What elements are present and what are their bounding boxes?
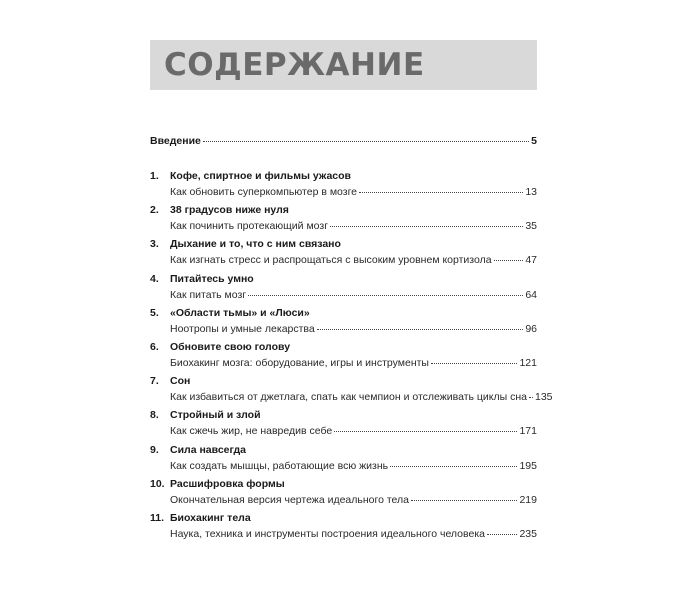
chapter-subtitle: Наука, техника и инструменты построения идеального человека — [170, 528, 485, 540]
leader-dots — [431, 363, 517, 364]
chapter-title-row[interactable] — [150, 512, 537, 525]
chapter-number: 2. — [150, 204, 159, 217]
chapter-subtitle: Ноотропы и умные лекарства — [170, 322, 315, 335]
leader-dots — [330, 226, 523, 227]
chapter-title-row[interactable] — [150, 341, 537, 354]
page-number: 47 — [525, 254, 537, 267]
chapter-subtitle-row[interactable] — [170, 357, 537, 370]
chapter-subtitle-row[interactable] — [170, 391, 553, 404]
leader-dots — [529, 397, 533, 398]
leader-dots — [203, 141, 529, 142]
chapter-number: 10. — [150, 477, 165, 490]
chapter-title: 38 градусов ниже нуля — [170, 204, 289, 217]
heading-banner — [150, 40, 537, 90]
leader-dots — [411, 500, 517, 501]
page-number: 195 — [519, 459, 537, 472]
page-number: 235 — [519, 528, 537, 540]
chapter-subtitle-row[interactable] — [170, 323, 537, 336]
leader-dots — [248, 295, 523, 296]
chapter-subtitle: Как починить протекающий мозг — [170, 220, 329, 233]
chapter-title: Питайтесь умно — [170, 272, 254, 285]
chapter-subtitle-row[interactable] — [170, 289, 537, 302]
chapter-subtitle-row[interactable] — [170, 254, 537, 267]
chapter-number: 6. — [150, 341, 159, 353]
leader-dots — [359, 192, 523, 193]
chapter-title-row[interactable] — [150, 238, 537, 251]
chapter-subtitle-row[interactable] — [170, 220, 537, 233]
chapter-title: Биохакинг тела — [170, 512, 251, 524]
page-number: 35 — [525, 220, 537, 233]
chapter-subtitle: Как создать мышцы, работающие всю жизнь — [170, 459, 389, 472]
chapter-title: Обновите свою голову — [170, 341, 291, 353]
chapter-subtitle-row[interactable] — [170, 528, 537, 541]
leader-dots — [487, 534, 517, 535]
page-number: 171 — [519, 425, 537, 438]
leader-dots — [334, 431, 517, 432]
toc-entry-label: Введение — [150, 135, 201, 147]
page-number: 121 — [519, 357, 537, 369]
chapter-title: Стройный и злой — [170, 409, 261, 422]
chapter-title: Расшифровка формы — [170, 477, 285, 490]
chapter-number: 5. — [150, 306, 159, 319]
chapter-title-row[interactable] — [150, 409, 537, 422]
chapter-subtitle-row[interactable] — [170, 425, 537, 438]
chapter-title-row[interactable] — [150, 273, 537, 286]
chapter-subtitle: Как избавиться от джетлага, спать как чемпион и отслеживать циклы сна — [170, 391, 527, 404]
chapter-title-row[interactable] — [150, 375, 537, 388]
page-number: 5 — [531, 135, 537, 147]
toc-entry-intro[interactable] — [150, 135, 537, 148]
chapter-title: Дыхание и то, что с ним связано — [170, 238, 341, 251]
page-number: 135 — [534, 391, 553, 404]
chapter-number: 7. — [150, 375, 159, 388]
chapter-subtitle: Как обновить суперкомпьютер в мозге — [170, 186, 358, 198]
leader-dots — [317, 329, 524, 330]
page-title: СОДЕРЖАНИЕ — [164, 47, 425, 83]
chapter-title-row[interactable] — [150, 204, 537, 217]
chapter-subtitle: Как питать мозг — [170, 288, 247, 301]
chapter-subtitle-row[interactable] — [170, 494, 537, 507]
chapter-subtitle: Окончательная версия чертежа идеального тела — [170, 493, 409, 506]
chapter-subtitle: Как изгнать стресс и распрощаться с высоким уровнем кортизола — [170, 254, 492, 267]
chapter-number: 3. — [150, 238, 159, 251]
page-number: 219 — [519, 493, 537, 506]
page-number: 96 — [525, 322, 537, 335]
chapter-title: Сон — [170, 375, 191, 388]
chapter-subtitle-row[interactable] — [170, 186, 537, 199]
chapter-number: 11. — [150, 512, 165, 524]
page-number: 13 — [525, 186, 537, 198]
chapter-title-row[interactable] — [150, 478, 537, 491]
chapter-subtitle: Биохакинг мозга: оборудование, игры и инструменты — [170, 357, 429, 369]
leader-dots — [390, 466, 517, 467]
chapter-title: «Области тьмы» и «Люси» — [170, 306, 310, 319]
chapter-subtitle: Как сжечь жир, не навредив себе — [170, 425, 333, 438]
chapter-title-row[interactable] — [150, 444, 537, 457]
chapter-title-row[interactable] — [150, 170, 537, 183]
leader-dots — [494, 260, 524, 261]
chapter-number: 8. — [150, 409, 159, 422]
chapter-title-row[interactable] — [150, 307, 537, 320]
chapter-number: 9. — [150, 443, 159, 456]
chapter-title: Кофе, спиртное и фильмы ужасов — [170, 170, 351, 182]
page-number: 64 — [525, 288, 537, 301]
chapter-title: Сила навсегда — [170, 443, 246, 456]
chapter-number: 4. — [150, 272, 159, 285]
chapter-subtitle-row[interactable] — [170, 460, 537, 473]
chapter-number: 1. — [150, 170, 159, 182]
